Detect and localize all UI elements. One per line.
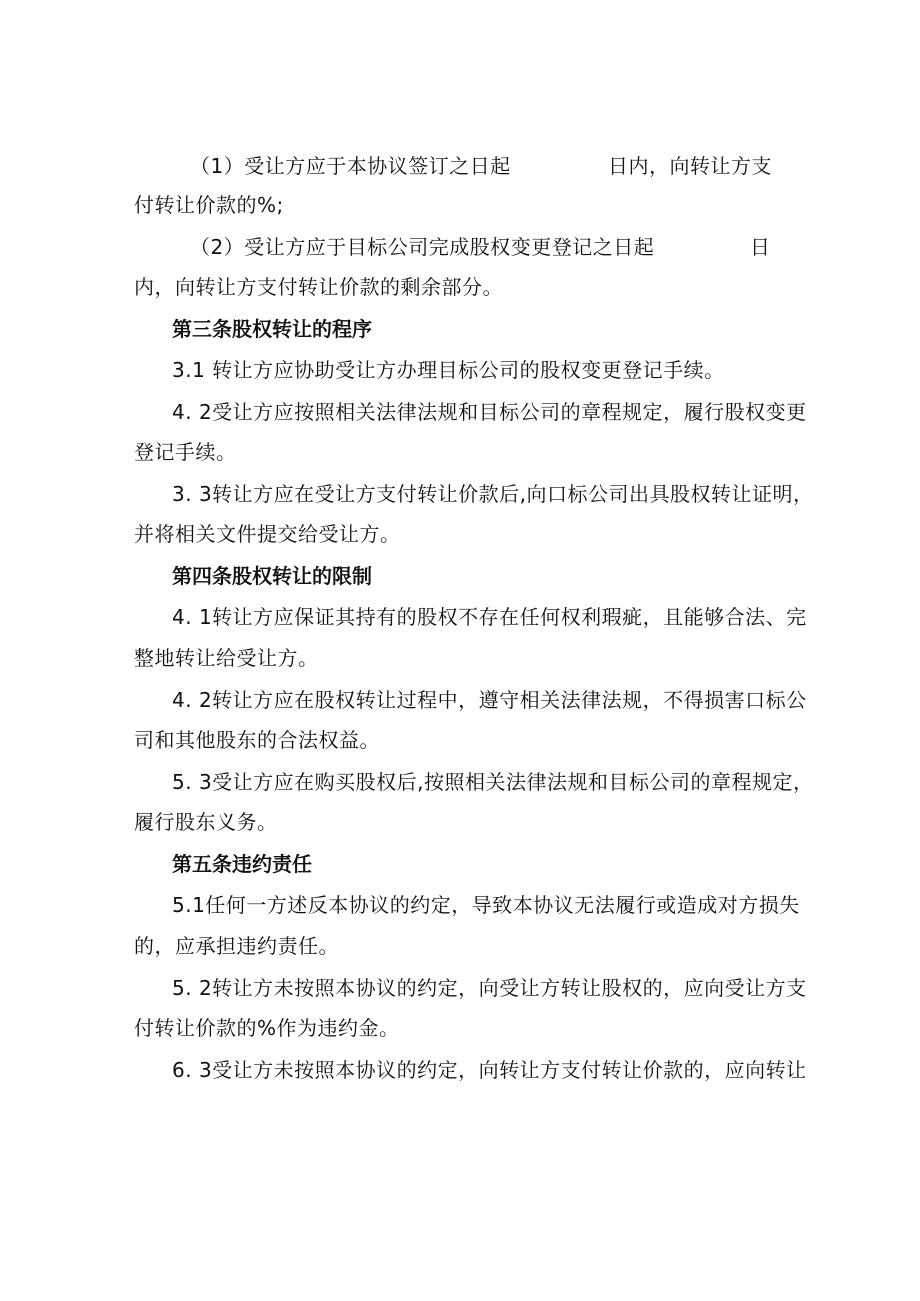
p1-line1-start: （1）受让方应于本协议签订之日起 [190,154,511,178]
section5-item1-line1: 5.1任何一方述反本协议的约定，导致本协议无法履行或造成对方损失 [172,893,800,917]
section3-item2-line2: 登记手续。 [134,440,237,464]
section4-item2-line1: 4. 2转让方应在股权转让过程中，遵守相关法律法规，不得损害口标公 [172,688,807,712]
p1-line1-end: 日内，向转让方支 [608,154,772,178]
p2-line1-start: （2）受让方应于目标公司完成股权变更登记之日起 [190,235,655,259]
section3-item1: 3.1 转让方应协助受让方办理目标公司的股权变更登记手续。 [172,358,725,382]
section4-item2-line2: 司和其他股东的合法权益。 [134,728,380,752]
section4-item3-line2: 履行股东义务。 [134,810,278,834]
section3-item3-line2: 并将相关文件提交给受让方。 [134,522,401,546]
section5-item2-line2: 付转让价款的%作为违约金。 [134,1016,400,1040]
section4-item1-line2: 整地转让给受让方。 [134,646,319,670]
section3-item3-line1: 3. 3转让方应在受让方支付转让价款后,向口标公司出具股权转让证明， [172,482,814,506]
p2-line2: 内，向转让方支付转让价款的剩余部分。 [134,275,503,299]
section3-heading: 第三条股权转让的程序 [172,317,372,341]
section4-heading: 第四条股权转让的限制 [172,564,372,588]
section5-item3-line1: 6. 3受让方未按照本协议的约定，向转让方支付转让价款的，应向转让 [172,1058,807,1082]
section4-item3-line1: 5. 3受让方应在购买股权后,按照相关法律法规和目标公司的章程规定， [172,770,814,794]
section5-item2-line1: 5. 2转让方未按照本协议的约定，向受让方转让股权的，应向受让方支 [172,976,807,1000]
section4-item1-line1: 4. 1转让方应保证其持有的股权不存在任何权利瑕疵，且能够合法、完 [172,605,807,629]
p2-line1-end: 日 [750,235,771,259]
section5-heading: 第五条违约责任 [172,852,312,876]
section3-item2-line1: 4. 2受让方应按照相关法律法规和目标公司的章程规定，履行股权变更 [172,400,807,424]
section5-item1-line2: 的，应承担违约责任。 [134,934,339,958]
p1-line2: 付转让价款的%; [134,193,284,217]
